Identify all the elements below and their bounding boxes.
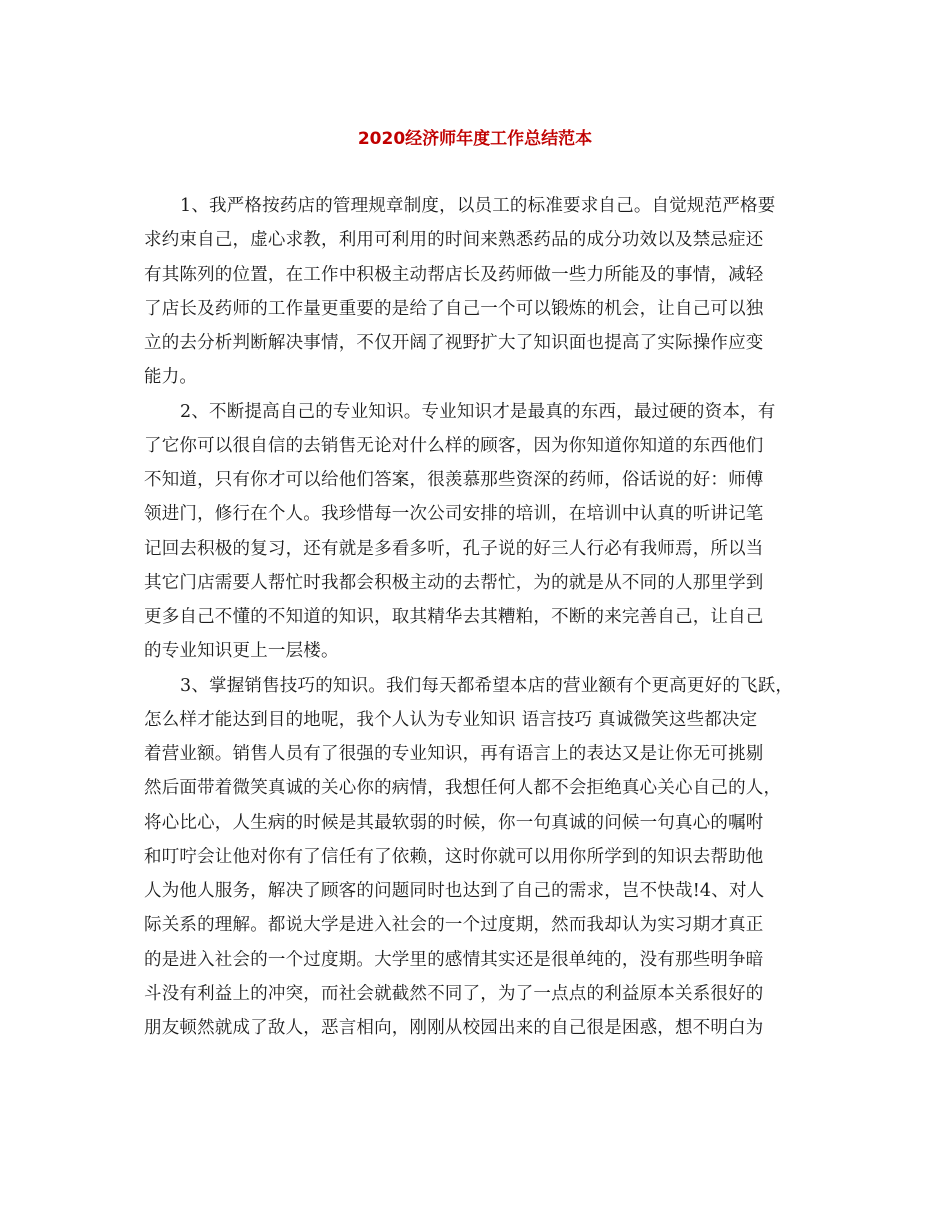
text-line: 朋友顿然就成了敌人，恶言相向，刚刚从校园出来的自己很是困惑，想不明白为 [144,1018,764,1038]
text-line: 其它门店需要人帮忙时我都会积极主动的去帮忙，为的就是从不同的人那里学到 [144,572,764,593]
text-line: 了它你可以很自信的去销售无论对什么样的顾客，因为你知道你知道的东西他们 [144,435,764,456]
text-line: 和叮咛会让他对你有了信任有了依赖，这时你就可以用你所学到的知识去帮助他 [144,846,764,867]
text-line: 记回去积极的复习，还有就是多看多听，孔子说的好三人行必有我师焉，所以当 [144,538,764,559]
document-body [144,189,808,1045]
text-line: 3、掌握销售技巧的知识。我们每天都希望本店的营业额有个更高更好的飞跃， [180,675,794,696]
text-line: 人为他人服务，解决了顾客的问题同时也达到了自己的需求，岂不快哉!4、对人 [144,881,765,901]
text-line: 有其陈列的位置，在工作中积极主动帮店长及药师做一些力所能及的事情，减轻 [144,264,764,285]
text-line: 领进门，修行在个人。我珍惜每一次公司安排的培训，在培训中认真的听讲记笔 [144,504,764,525]
text-line: 斗没有利益上的冲突，而社会就截然不同了，为了一点点的利益原本关系很好的 [144,983,764,1004]
text-line: 怎么样才能达到目的地呢，我个人认为专业知识 语言技巧 真诚微笑这些都决定 [144,709,758,730]
text-line: 能力。 [144,367,198,388]
text-line: 了店长及药师的工作量更重要的是给了自己一个可以锻炼的机会，让自己可以独 [144,298,764,319]
text-line: 将心比心，人生病的时候是其最软弱的时候，你一句真诚的问候一句真心的嘱咐 [144,812,764,833]
page-title: 2020经济师年度工作总结范本 [357,129,593,149]
text-line: 更多自己不懂的不知道的知识，取其精华去其糟粕，不断的来完善自己，让自己 [144,607,764,627]
text-line: 立的去分析判断解决事情，不仅开阔了视野扩大了知识面也提高了实际操作应变 [144,333,764,353]
text-line: 的专业知识更上一层楼。 [144,641,339,662]
text-line: 2、不断提高自己的专业知识。专业知识才是最真的东西，最过硬的资本，有 [180,401,776,422]
text-line: 的是进入社会的一个过度期。大学里的感情其实还是很单纯的，没有那些明争暗 [144,949,764,970]
text-line: 着营业额。销售人员有了很强的专业知识，再有语言上的表达又是让你无可挑剔 [144,744,764,764]
text-line: 1、我严格按药店的管理规章制度，以员工的标准要求自己。自觉规范严格要 [180,196,776,216]
text-line: 不知道，只有你才可以给他们答案，很羡慕那些资深的药师，俗话说的好：师傅 [144,470,764,490]
text-line: 际关系的理解。都说大学是进入社会的一个过度期，然而我却认为实习期才真正 [144,915,764,936]
text-line: 求约束自己，虚心求教，利用可利用的时间来熟悉药品的成分功效以及禁忌症还 [144,230,764,251]
text-line: 然后面带着微笑真诚的关心你的病情，我想任何人都不会拒绝真心关心自己的人， [144,778,782,799]
